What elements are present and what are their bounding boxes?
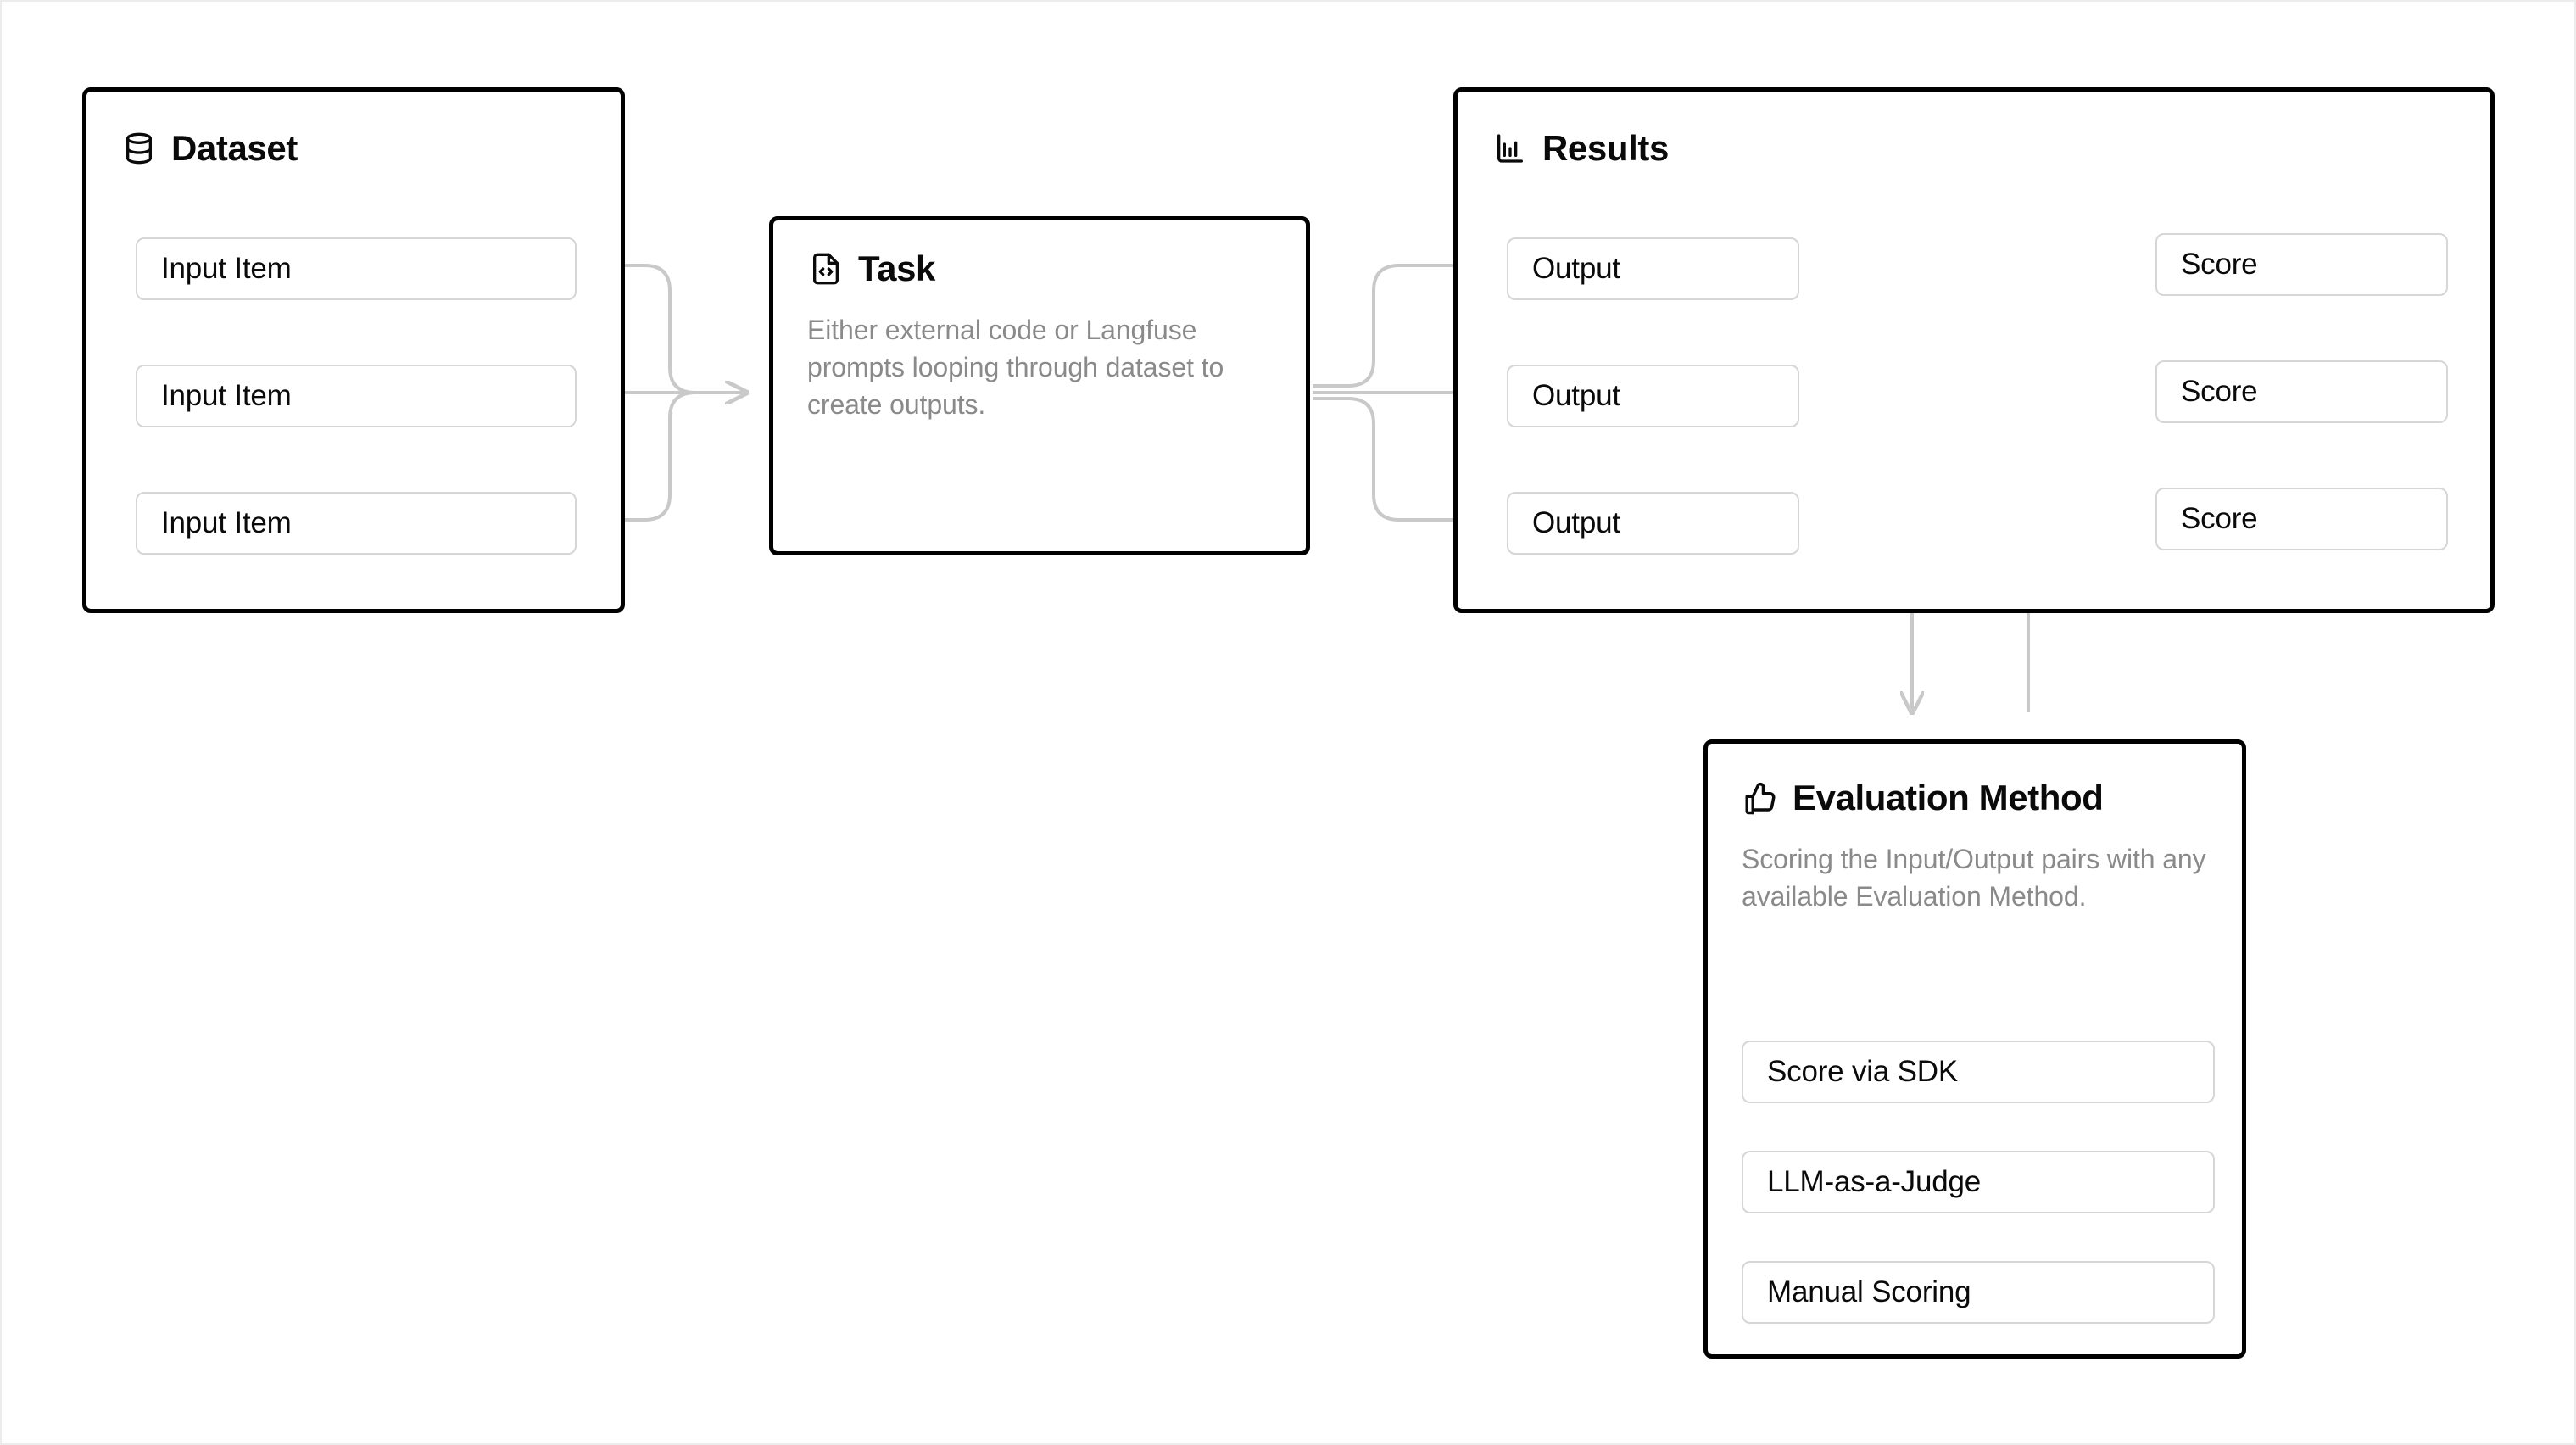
results-score-item[interactable]: Score (2155, 233, 2448, 296)
evaluation-method-description: Scoring the Input/Output pairs with any available Evaluation Method. (1742, 844, 2206, 912)
results-output-item[interactable]: Output (1507, 237, 1799, 300)
bar-chart-icon (1492, 130, 1529, 167)
database-icon (120, 130, 158, 167)
task-description: Either external code or Langfuse prompts looping through dataset to create outputs. (807, 315, 1224, 421)
dataset-input-item[interactable]: Input Item (136, 492, 577, 555)
dataset-item-list (136, 237, 577, 619)
evaluation-method-item[interactable]: LLM-as-a-Judge (1742, 1151, 2215, 1213)
evaluation-method-title: Evaluation Method (1793, 778, 2104, 817)
evaluation-method-node (1703, 739, 2246, 1359)
results-output-list (1507, 237, 1799, 619)
results-score-item[interactable]: Score (2155, 360, 2448, 423)
results-output-item[interactable]: Output (1507, 365, 1799, 427)
task-node (769, 216, 1310, 555)
dataset-title: Dataset (171, 128, 298, 168)
results-header (1492, 130, 2490, 167)
results-score-list (2155, 233, 2448, 615)
evaluation-method-item[interactable]: Score via SDK (1742, 1041, 2215, 1103)
evaluation-method-header (1742, 779, 2242, 817)
code-file-icon (807, 250, 845, 287)
dataset-input-item[interactable]: Input Item (136, 365, 577, 427)
evaluation-method-list (1742, 1041, 2215, 1371)
thumbs-up-icon (1742, 779, 1779, 817)
results-output-item[interactable]: Output (1507, 492, 1799, 555)
task-title: Task (858, 248, 936, 288)
results-score-item[interactable]: Score (2155, 488, 2448, 550)
dataset-input-item[interactable]: Input Item (136, 237, 577, 300)
results-title: Results (1542, 128, 1669, 168)
dataset-node (82, 87, 625, 613)
dataset-header (120, 130, 621, 167)
evaluation-method-item[interactable]: Manual Scoring (1742, 1261, 2215, 1324)
task-header (807, 250, 1306, 287)
